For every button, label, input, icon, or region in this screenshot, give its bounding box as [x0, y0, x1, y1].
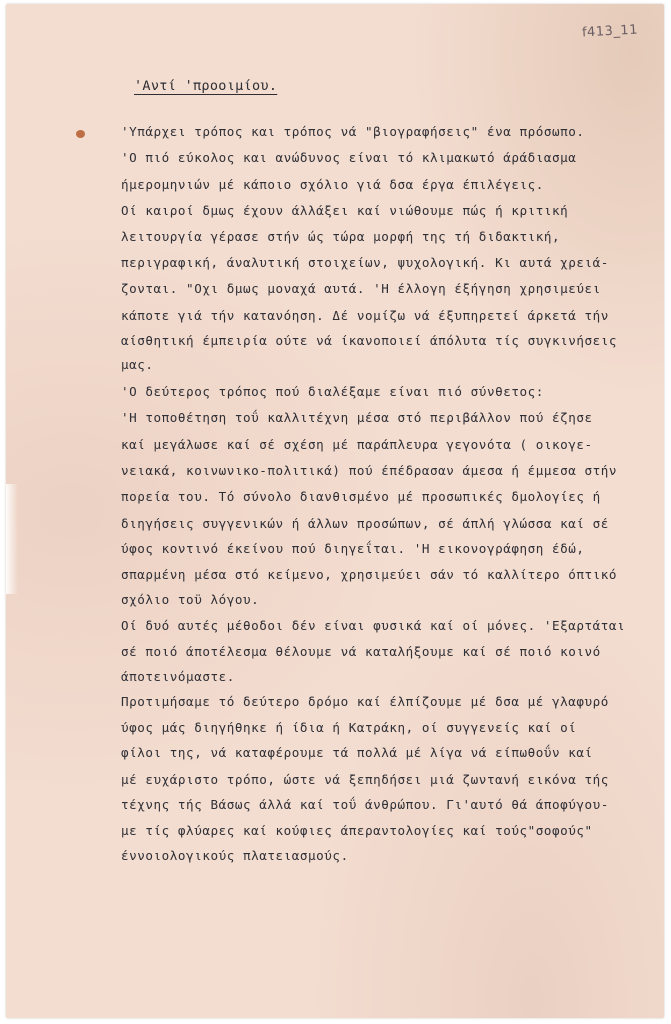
text-line: Οί δυό αυτές μέθοδοι δέν είναι φυσικά καί οί μόνες. 'Εξαρτάται	[121, 618, 626, 633]
text-line: διηγήσεις συγγενικών ή άλλων προσώπων, σέ άπλή γλώσσα καί σέ	[121, 516, 609, 531]
document-title: 'Αντί 'προοιμίου.	[134, 78, 278, 94]
text-line: τέχνης τής Βάσως άλλά καί τοΰ άνθρώπου. Γι'αυτό θά άποφύγου-	[121, 797, 609, 812]
paper-fold	[6, 484, 18, 594]
text-line: ύφος κοντινό έκείνου πού διηγεΐται. 'Η εικονογράφηση έδώ,	[121, 541, 585, 556]
text-line: 'Ο πιό εύκολος και ανώδυνος είναι τό κλιμακωτό άράδιασμα	[121, 150, 577, 165]
text-line: ήμερομηνιών μέ κάποιο σχόλιο γιά δσα έργα έπιλέγεις.	[121, 177, 544, 192]
text-line: με τίς φλύαρες καί κούφιες άπεραντολογίες καί τούς"σοφούς"	[121, 823, 593, 838]
text-line: μέ ευχάριστο τρόπο, ώστε νά ξεπηδήσει μιά ζωντανή εικόνα τής	[121, 772, 609, 787]
text-line: σέ ποιό άποτέλεσμα θέλουμε νά καταλήξουμε καί σέ ποιό κοινό	[121, 644, 601, 659]
text-line: κάποτε γιά τήν κατανόηση. Δέ νομίζω νά έξυπηρετεί άρκετά τήν	[121, 308, 609, 323]
text-line: Οί καιροί δμως έχουν άλλάξει καί νιώθουμε πώς ή κριτική	[121, 203, 569, 218]
text-line: περιγραφική, άναλυτική στοιχείων, ψυχολογική. Κι αυτά χρειά-	[121, 255, 609, 270]
archive-number: f413_11	[581, 22, 639, 41]
text-line: σχόλιο τοϋ λόγου.	[121, 592, 260, 607]
text-line: 'Ο δεύτερος τρόπος πού διαλέξαμε είναι πιό σύνθετος:	[121, 384, 544, 399]
text-line: αίσθητική έμπειρία ούτε νά ίκανοποιεί άπόλυτα τίς συγκινήσεις	[121, 333, 618, 348]
text-line: έννοιολογικούς πλατειασμούς.	[121, 848, 349, 863]
text-line: φίλοι της, νά καταφέρουμε τά πολλά μέ λίγα νά είπωθοΰν καί	[121, 745, 593, 760]
text-line: σπαρμένη μέσα στό κείμενο, χρησιμεύει σάν τό καλλίτερο όπτικό	[121, 567, 618, 582]
text-line: ζονται. "Οχι δμως μοναχά αυτά. 'Η έλλογη έξήγηση χρησιμεύει	[121, 281, 601, 296]
text-line: λειτουργία γέρασε στήν ώς τώρα μορφή της τή διδακτική,	[121, 229, 561, 244]
text-line: ύφος μάς διηγήθηκε ή ίδια ή Κατράκη, οί συγγενείς καί οί	[121, 720, 577, 735]
text-line: 'Υπάρχει τρόπος και τρόπος νά "βιογραφήσεις" ένα πρόσωπο.	[121, 124, 585, 139]
text-line: άποτεινόμαστε.	[121, 669, 235, 684]
text-line: μας.	[121, 357, 154, 372]
text-line: Προτιμήσαμε τό δεύτερο δρόμο καί έλπίζουμε μέ δσα μέ γλαφυρό	[121, 694, 609, 709]
ink-stain	[76, 130, 85, 138]
text-line: νειακά, κοινωνικο-πολιτικά) πού έπέδρασαν άμεσα ή έμμεσα στήν	[121, 463, 618, 478]
text-line: 'Η τοποθέτηση τοΰ καλλιτέχνη μέσα στό περιβάλλον πού έζησε	[121, 410, 593, 425]
text-line: πορεία του. Τό σύνολο διανθισμένο μέ προσωπικές δμολογίες ή	[121, 489, 601, 504]
text-line: καί μεγάλωσε καί σέ σχέση μέ παράπλευρα γεγονότα ( οικογε-	[121, 437, 593, 452]
